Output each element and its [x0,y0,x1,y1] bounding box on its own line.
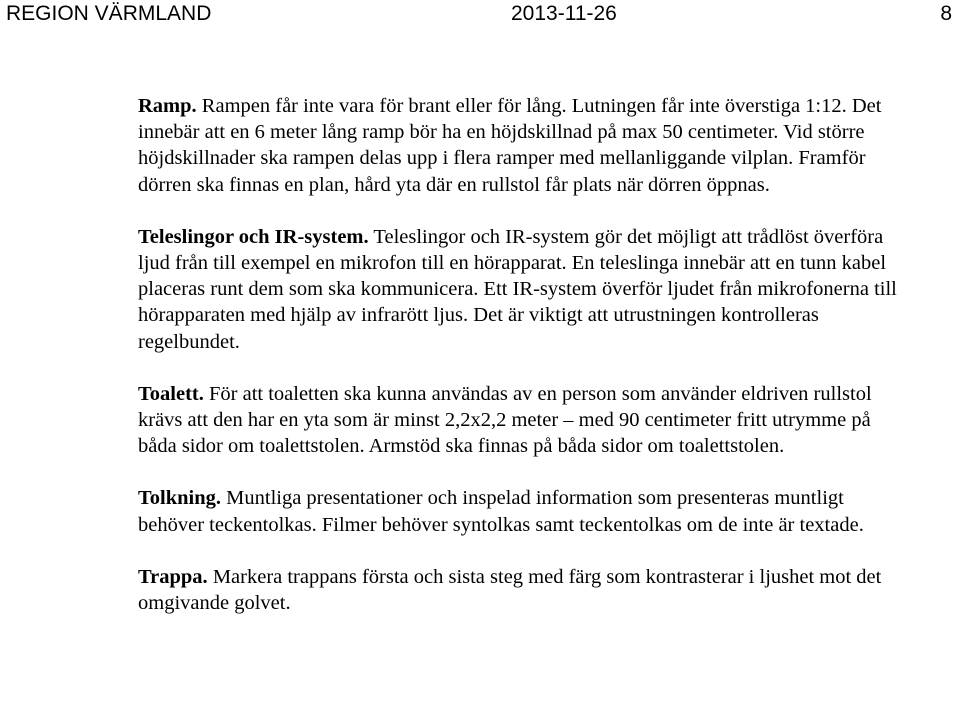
section-heading: Teleslingor och IR-system. [138,225,369,248]
document-body [138,93,904,642]
header-organization: REGION VÄRMLAND [6,2,212,25]
section-text: Teleslingor och IR-system gör det möjligt att trådlöst överföra ljud från till exempel en mikrofon till en hörapparat. En teleslinga innebär att en tunn kabel placeras runt dem som ska kommunicera. Ett IR-system överför ljudet från mikrofonerna till hörapparaten med hjälp av infrarött ljus. Det är viktigt att utrustningen kontrolleras regelbundet. [138,225,897,353]
header-page-number: 8 [940,2,952,25]
section-heading: Tolkning. [138,487,222,510]
header-date: 2013-11-26 [511,2,617,25]
section-ramp [138,93,904,198]
section-text: Markera trappans första och sista steg med färg som kontrasterar i ljushet mot det omgivande golvet. [138,565,882,615]
section-heading: Ramp. [138,95,197,117]
section-heading: Trappa. [138,565,208,588]
section-heading: Toalett. [138,382,204,405]
section-text: Muntliga presentationer och inspelad information som presenteras muntligt behöver teckentolkas. Filmer behöver syntolkas samt teckentolkas om de inte är textade. [138,487,864,536]
section-toalett [138,381,904,460]
section-teleslingor [138,224,904,355]
page-header [0,0,960,30]
section-tolkning [138,485,904,537]
section-trappa [138,564,904,616]
section-text: För att toaletten ska kunna användas av en person som använder eldriven rullstol krävs att den har en yta som är minst 2,2x2,2 meter – med 90 centimeter fritt utrymme på båda sidor om toalettstolen. Armstöd ska finnas på båda sidor om toalettstolen. [138,382,872,458]
section-text: Rampen får inte vara för brant eller för lång. Lutningen får inte överstiga 1:12. Det innebär att en 6 meter lång ramp bör ha en höjdskillnad på max 50 centimeter. Vid större höjdskillnader ska rampen delas upp i flera ramper med mellanliggande vilplan. Framför dörren ska finnas en plan, hård yta där en rullstol får plats när dörren öppnas. [138,95,882,196]
